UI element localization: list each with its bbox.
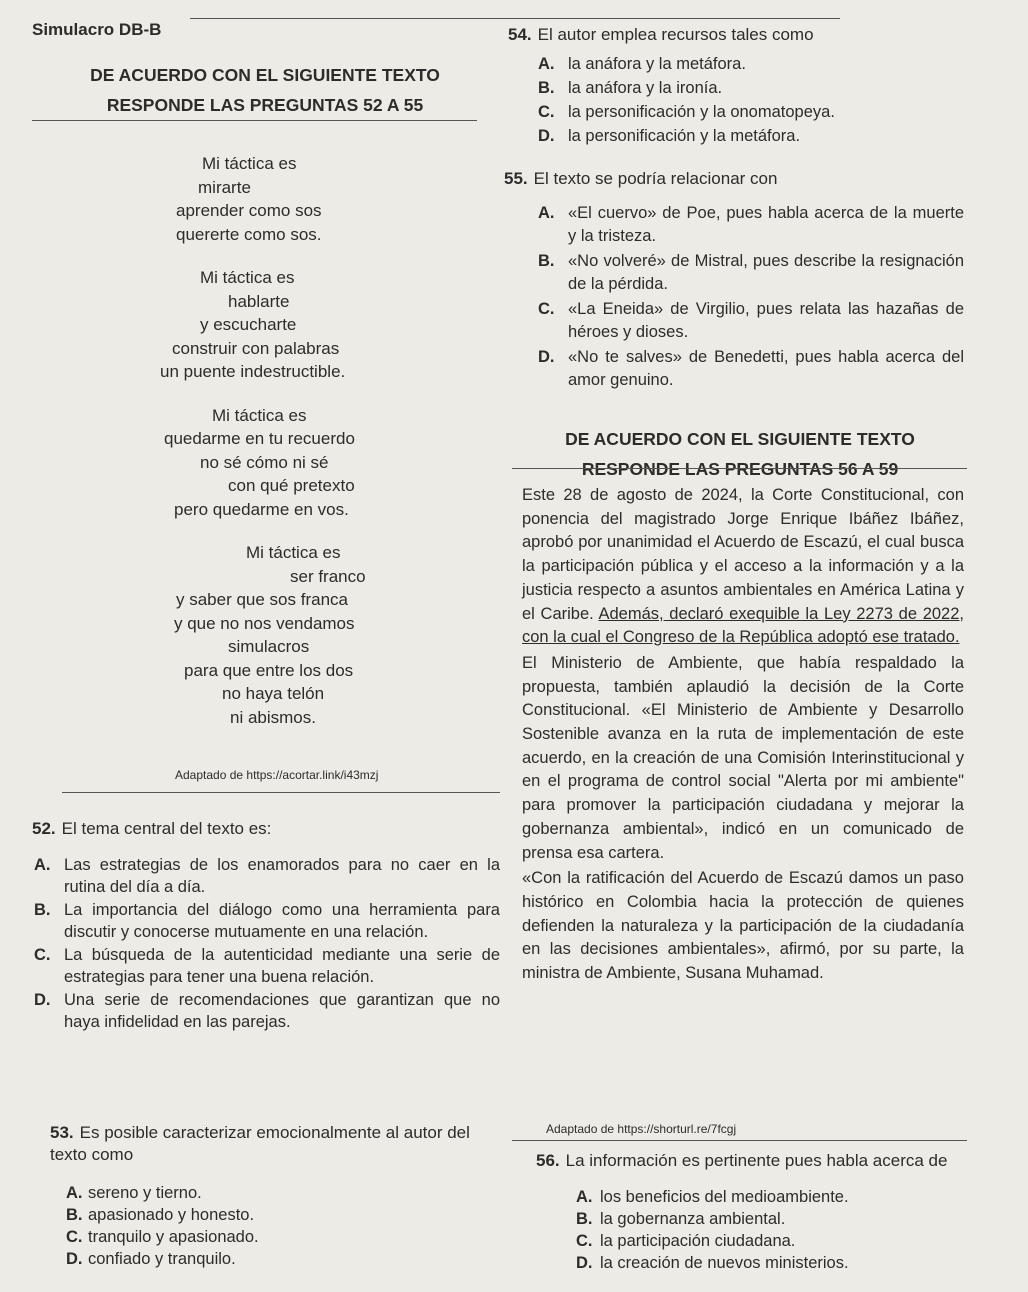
option-letter: C.: [576, 1232, 593, 1250]
section-title-line: DE ACUERDO CON EL SIGUIENTE TEXTO: [90, 65, 440, 85]
option-c[interactable]: [538, 298, 964, 344]
poem: [160, 152, 500, 749]
header-rule: [190, 18, 840, 19]
option-letter: A.: [576, 1188, 593, 1206]
option-b[interactable]: [538, 250, 964, 296]
poem-line: Mi táctica es: [202, 154, 297, 173]
poem-line: hablarte: [228, 291, 290, 311]
poem-line: y que no nos vendamos: [174, 613, 355, 633]
option-text: confiado y tranquilo.: [88, 1250, 236, 1268]
option-letter: A.: [66, 1184, 83, 1202]
question-number: 52.: [32, 819, 56, 838]
option-letter: B.: [34, 901, 51, 919]
question-stem: [50, 1122, 510, 1166]
option-text: los beneficios del medioambiente.: [600, 1188, 849, 1206]
section-52-55-title: [30, 60, 500, 120]
question-stem: [508, 24, 968, 46]
poem-line: con qué pretexto: [228, 476, 355, 495]
poem-line: un puente indestructible.: [160, 362, 346, 381]
option-letter: B.: [576, 1210, 593, 1228]
poem-line: construir con palabras: [172, 338, 340, 358]
option-text: «El cuervo» de Poe, pues habla acerca de la muerte y la tristeza.: [568, 204, 964, 245]
option-c[interactable]: [34, 944, 500, 988]
option-text: Una serie de recomendaciones que garantizan que no haya infidelidad en las parejas.: [64, 991, 500, 1031]
poem-line: aprender como sos: [176, 201, 322, 220]
poem-line: mirarte: [198, 177, 251, 197]
option-c[interactable]: [538, 100, 968, 124]
option-b[interactable]: [538, 76, 968, 100]
question-text: El autor emplea recursos tales como: [537, 25, 814, 44]
section-rule: [512, 1140, 967, 1141]
question-text: La información es pertinente pues habla acerca de: [565, 1151, 948, 1170]
option-a[interactable]: [538, 52, 968, 76]
poem-line: y saber que sos franca: [176, 590, 348, 609]
option-letter: B.: [538, 79, 555, 97]
poem-line: no haya telón: [222, 684, 325, 703]
question-55: [504, 168, 964, 392]
option-letter: D.: [66, 1250, 83, 1268]
question-number: 55.: [504, 169, 528, 188]
passage-paragraph: El Ministerio de Ambiente, que había respaldado la propuesta, también aplaudió la decisión de la Corte Constitucional. «El Ministerio de Ambiente y Desarrollo Sostenible avanza en la ruta de implementación de este acuerdo, en la creación de una Comisión Interinstitucional y en el programa de control social "Alerta por mi ambiente" para promover la participación ciudadana y mejorar la gobernanza ambiental», indicó en un comunicado de prensa esa cartera.: [522, 653, 964, 862]
option-letter: B.: [538, 252, 555, 270]
option-text: «No te salves» de Benedetti, pues habla acerca del amor genuino.: [568, 348, 964, 389]
section-rule: [32, 120, 477, 121]
passage-paragraph: «Con la ratificación del Acuerdo de Escazú damos un paso histórico en Colombia hacia la protección de quienes defienden la naturaleza y la participación de la ciudadanía en las decisiones ambientales», afirmó, por su parte, la ministra de Ambiente, Susana Muhamad.: [522, 869, 964, 983]
poem-line: Mi táctica es: [246, 543, 341, 562]
option-letter: D.: [576, 1254, 593, 1272]
option-text: apasionado y honesto.: [88, 1206, 255, 1224]
option-text: «La Eneida» de Virgilio, pues relata las hazañas de héroes y dioses.: [568, 300, 964, 341]
passage-source: Adaptado de https://shorturl.re/7fcgj: [546, 1122, 737, 1136]
poem-line: no sé cómo ni sé: [200, 452, 329, 472]
option-d[interactable]: [34, 989, 500, 1033]
option-text: la gobernanza ambiental.: [600, 1210, 786, 1228]
poem-line: y escucharte: [200, 315, 297, 334]
option-text: tranquilo y apasionado.: [88, 1228, 259, 1246]
option-a[interactable]: [34, 854, 500, 898]
option-d[interactable]: [538, 124, 968, 148]
passage-text-span: Este 28 de agosto de 2024, la Corte Constitucional, con ponencia del magistrado Jorge Enrique Ibáñez Ibáñez, aprobó por unanimidad el Acuerdo de Escazú, el cual busca la participación pública y el acceso a la información y a la justicia respecto a asuntos ambientales en América Latina y el Caribe.: [522, 486, 964, 623]
section-title-line: RESPONDE LAS PREGUNTAS 52 A 55: [106, 95, 424, 115]
option-d[interactable]: [66, 1248, 500, 1270]
question-text: El tema central del texto es:: [61, 819, 272, 838]
poem-line: Mi táctica es: [200, 268, 295, 287]
question-number: 56.: [536, 1151, 560, 1170]
option-text: la anáfora y la ironía.: [568, 79, 723, 97]
poem-stanza: [160, 266, 500, 384]
section-56-59-title: [515, 424, 965, 484]
poem-stanza: [160, 152, 500, 246]
question-54: [508, 24, 968, 148]
poem-line: Mi táctica es: [212, 405, 307, 425]
option-a[interactable]: [576, 1186, 976, 1208]
option-text: la personificación y la onomatopeya.: [568, 103, 835, 121]
underlined-sentence: Además, declaró exequible la Ley 2273 de 2022, con la cual el Congreso de la República adoptó ese tratado.: [522, 604, 964, 647]
question-52: [30, 818, 500, 1033]
option-b[interactable]: [576, 1208, 976, 1230]
poem-stanza: [160, 541, 500, 729]
option-b[interactable]: [66, 1204, 500, 1226]
option-letter: D.: [538, 127, 555, 145]
option-text: Las estrategias de los enamorados para no caer en la rutina del día a día.: [64, 856, 500, 896]
option-text: la creación de nuevos ministerios.: [600, 1254, 849, 1272]
option-letter: C.: [66, 1228, 83, 1246]
option-c[interactable]: [66, 1226, 500, 1248]
question-stem: [504, 168, 964, 190]
question-text: El texto se podría relacionar con: [533, 169, 778, 188]
poem-line: quererte como sos.: [176, 224, 322, 244]
poem-line: ser franco: [290, 566, 366, 586]
section-rule: [512, 468, 967, 469]
poem-line: ni abismos.: [230, 707, 316, 727]
option-text: La importancia del diálogo como una herramienta para discutir y conocerse mutuamente en una relación.: [64, 901, 500, 941]
question-56: [536, 1150, 976, 1274]
option-text: «No volveré» de Mistral, pues describe la resignación de la pérdida.: [568, 252, 964, 293]
page-header-title: Simulacro DB-B: [32, 20, 162, 39]
option-a[interactable]: [66, 1182, 500, 1204]
option-d[interactable]: [576, 1252, 976, 1274]
option-a[interactable]: [538, 202, 964, 248]
option-letter: D.: [538, 348, 555, 366]
option-text: la participación ciudadana.: [600, 1232, 796, 1250]
option-letter: A.: [34, 856, 51, 874]
section-title-line: RESPONDE LAS PREGUNTAS 56 A 59: [581, 459, 899, 479]
passage-text: [522, 484, 964, 988]
question-stem: [536, 1150, 976, 1172]
poem-line: pero quedarme en vos.: [174, 499, 349, 519]
option-text: la personificación y la metáfora.: [568, 127, 801, 145]
option-c[interactable]: [576, 1230, 976, 1252]
section-rule: [62, 792, 500, 793]
option-letter: C.: [34, 946, 51, 964]
poem-line: para que entre los dos: [184, 660, 354, 680]
option-letter: A.: [538, 204, 555, 222]
question-text: Es posible caracterizar emocionalmente al autor del texto como: [50, 1123, 470, 1164]
question-stem: [32, 818, 500, 840]
question-53: [50, 1122, 500, 1270]
option-d[interactable]: [538, 346, 964, 392]
poem-line: simulacros: [228, 637, 310, 656]
passage-paragraph: [522, 484, 964, 650]
question-number: 54.: [508, 25, 532, 44]
option-text: La búsqueda de la autenticidad mediante una serie de estrategias para tener una buena relación.: [64, 946, 500, 986]
poem-line: quedarme en tu recuerdo: [164, 429, 355, 448]
option-text: la anáfora y la metáfora.: [568, 55, 746, 73]
option-text: sereno y tierno.: [88, 1184, 202, 1202]
question-number: 53.: [50, 1123, 74, 1142]
option-b[interactable]: [34, 899, 500, 943]
poem-source: Adaptado de https://acortar.link/i43mzj: [175, 768, 379, 782]
option-letter: A.: [538, 55, 555, 73]
option-letter: C.: [538, 300, 555, 318]
poem-stanza: [160, 404, 500, 522]
option-letter: C.: [538, 103, 555, 121]
option-letter: D.: [34, 991, 51, 1009]
option-letter: B.: [66, 1206, 83, 1224]
section-title-line: DE ACUERDO CON EL SIGUIENTE TEXTO: [565, 429, 915, 449]
